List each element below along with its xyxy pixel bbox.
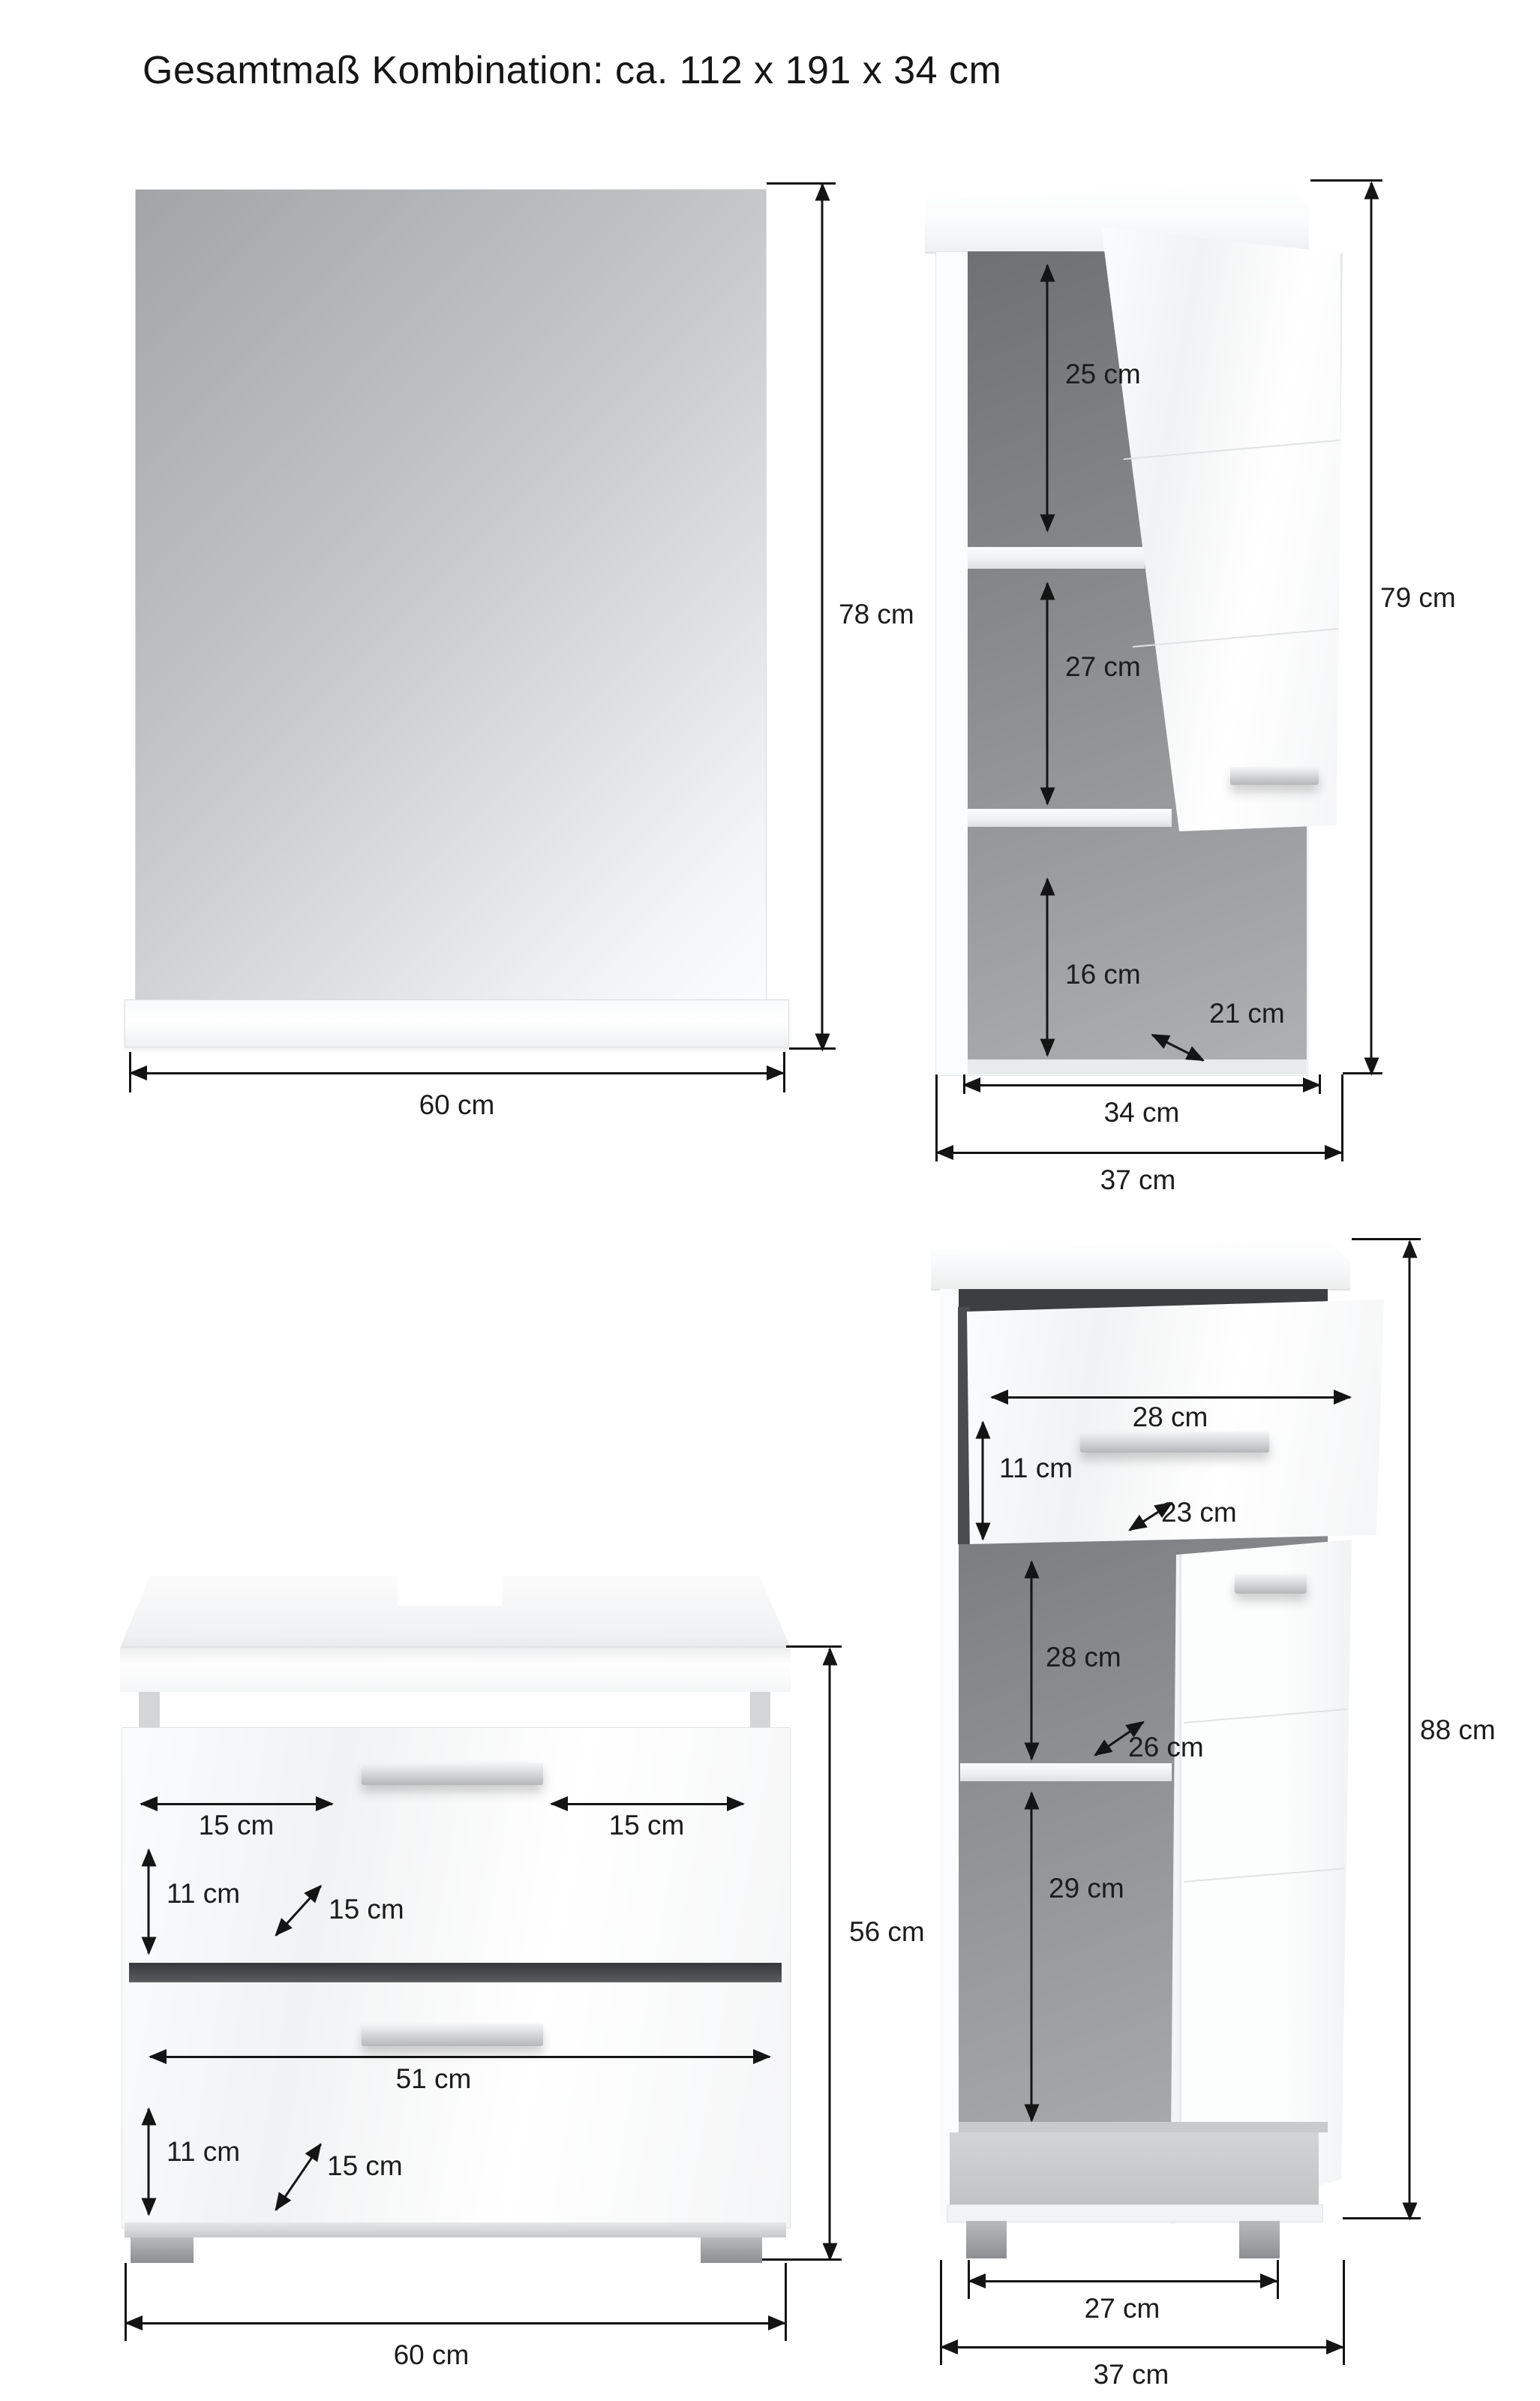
dim-label-tall-drawer-width: 28 cm: [1132, 1402, 1208, 1432]
vanity-leg: [750, 1692, 770, 1728]
vanity-height-arrow: [829, 1649, 831, 2260]
dim-label-wall-bottom-compartment: 16 cm: [1065, 959, 1141, 990]
dim-label-vanity-height: 56 cm: [849, 1916, 925, 1947]
dim-label-mirror-width: 60 cm: [419, 1089, 495, 1120]
wall-cabinet-door-handle: [1230, 767, 1319, 785]
dim-label-vanity-drawer2-width: 51 cm: [395, 2063, 472, 2094]
vanity-top-panel-edge: [122, 1646, 789, 1648]
dim-label-tall-middle-compartment: 28 cm: [1046, 1642, 1121, 1672]
tall-cabinet-foot: [1239, 2221, 1280, 2258]
wall-bottom-compartment-arrow: [1046, 879, 1049, 1056]
dim-label-vanity-drawer1-depth: 15 cm: [329, 1894, 404, 1925]
dim-label-vanity-drawer1-height: 11 cm: [167, 1878, 241, 1909]
vanity-drawer2-height-arrow: [148, 2109, 150, 2215]
vanity-drawer1-height-arrow: [148, 1850, 150, 1954]
dim-label-wall-height: 79 cm: [1380, 582, 1456, 613]
dim-label-wall-middle-compartment: 27 cm: [1065, 651, 1141, 682]
dim-label-wall-outer-width: 37 cm: [1100, 1164, 1176, 1195]
tall-bottom-compartment-arrow: [1031, 1793, 1033, 2121]
tall-cabinet-plinth: [950, 2132, 1319, 2204]
wall-cabinet-shelf: [968, 547, 1145, 569]
tall-inner-width-arrow: [969, 2280, 1277, 2282]
dim-label-vanity-drawer2-depth: 15 cm: [327, 2150, 403, 2181]
dim-label-wall-top-compartment: 25 cm: [1065, 359, 1141, 389]
vanity-front-left-arrow: [141, 1803, 332, 1805]
tall-middle-compartment-arrow: [1031, 1562, 1033, 1759]
tall-outer-width-arrow: [941, 2346, 1343, 2348]
dim-label-tall-height: 88 cm: [1420, 1714, 1496, 1745]
wall-cabinet-bottom-panel: [968, 1059, 1307, 1074]
vanity-width-arrow: [126, 2322, 785, 2324]
dim-label-vanity-front-right: 15 cm: [608, 1810, 685, 1841]
tall-door-handle: [1235, 1574, 1307, 1594]
dim-label-tall-drawer-height: 11 cm: [999, 1453, 1073, 1483]
dim-label-tall-outer-width: 37 cm: [1093, 2359, 1169, 2390]
tall-drawer-width-arrow: [992, 1396, 1350, 1399]
dim-label-wall-depth: 21 cm: [1209, 998, 1285, 1029]
vanity-drawer-gap: [129, 1963, 782, 1982]
wall-inner-width-arrow: [964, 1084, 1319, 1086]
dim-label-wall-inner-width: 34 cm: [1103, 1097, 1180, 1128]
dim-label-vanity-drawer2-height: 11 cm: [167, 2136, 241, 2167]
dim-label-tall-drawer-depth: 23 cm: [1161, 1497, 1237, 1528]
mirror-shelf: [125, 999, 789, 1047]
tall-height-arrow: [1409, 1242, 1411, 2219]
dim-label-tall-inner-width: 27 cm: [1084, 2293, 1160, 2324]
tall-cabinet-base: [947, 2204, 1323, 2222]
wall-cabinet-shelf: [968, 809, 1172, 827]
vanity-drawer2-handle: [362, 2024, 543, 2046]
vanity-drawer2-width-arrow: [150, 2056, 770, 2058]
mirror-width-arrow: [131, 1072, 783, 1074]
dim-label-tall-bottom-compartment: 29 cm: [1049, 1873, 1124, 1904]
dim-label-vanity-front-left: 15 cm: [198, 1810, 275, 1841]
tall-cabinet-floor-edge: [959, 2122, 1328, 2132]
dim-label-vanity-width: 60 cm: [393, 2339, 470, 2370]
vanity-front-right-arrow: [551, 1803, 743, 1805]
tall-drawer-height-arrow: [982, 1423, 984, 1540]
dim-label-mirror-height: 78 cm: [839, 599, 914, 630]
tall-cabinet-foot: [966, 2221, 1007, 2258]
tall-cabinet-top-panel: [931, 1238, 1350, 1291]
tall-cabinet-left-wall: [940, 1289, 959, 2219]
dim-label-tall-shelf-depth: 26 cm: [1128, 1732, 1204, 1762]
wall-outer-width-arrow: [937, 1152, 1341, 1154]
page-title: Gesamtmaß Kombination: ca. 112 x 191 x 34 cm: [143, 49, 1002, 92]
vanity-drawer1-handle: [362, 1762, 543, 1785]
vanity-leg: [139, 1692, 160, 1728]
mirror-height-arrow: [821, 185, 824, 1050]
vanity-bottom-rail: [125, 2222, 786, 2237]
wall-height-arrow: [1370, 183, 1373, 1074]
vanity-top-panel: [120, 1576, 791, 1692]
wall-top-compartment-arrow: [1046, 266, 1049, 531]
tall-cabinet-shelf: [960, 1763, 1172, 1781]
tall-drawer-handle: [1080, 1432, 1269, 1453]
wall-middle-compartment-arrow: [1046, 584, 1049, 804]
vanity-foot: [131, 2237, 194, 2263]
mirror-glass: [135, 189, 767, 1001]
vanity-foot: [701, 2237, 762, 2263]
